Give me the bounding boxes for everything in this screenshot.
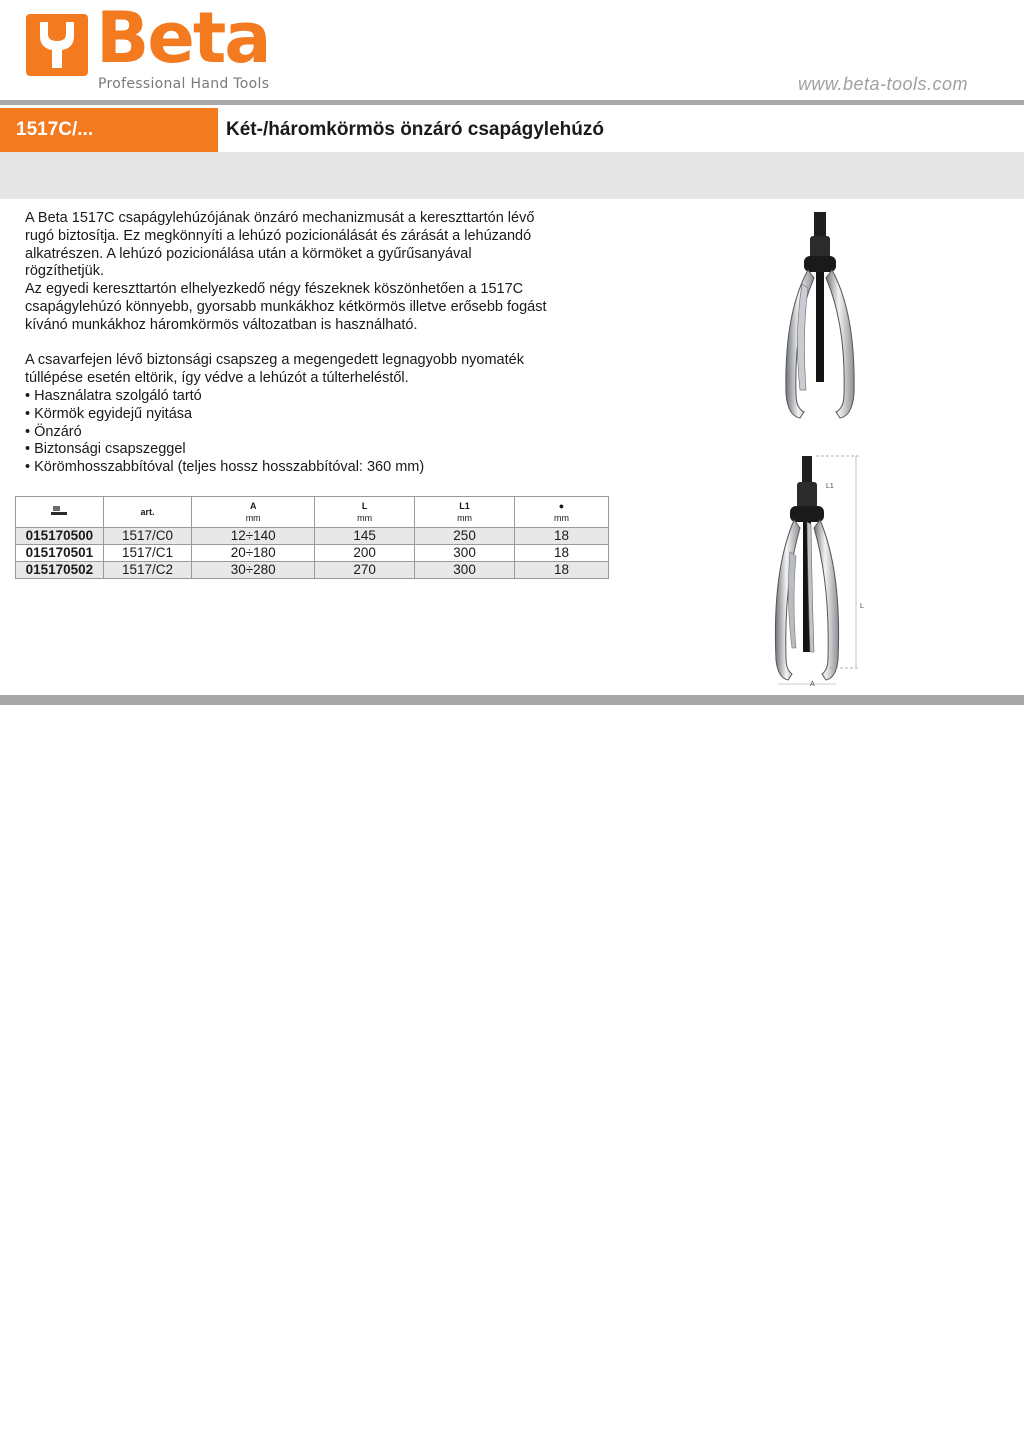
beta-logo <box>26 0 288 96</box>
description-line: csapágylehúzó könnyebb, gyorsabb munkákhoz kétkörmös illetve erősebb fogást <box>25 298 547 315</box>
dim-l1-label: L1 <box>826 483 834 490</box>
header-package <box>16 497 104 528</box>
spec-table <box>15 496 609 579</box>
feature-item: • Önzáró <box>25 424 615 442</box>
subtitle-band <box>0 152 1024 199</box>
header-l: L mm <box>315 497 415 528</box>
cell-a: 30÷280 <box>192 562 315 579</box>
table-header-row <box>16 497 609 528</box>
cell-a: 20÷180 <box>192 545 315 562</box>
description-line: rögzíthetjük. <box>25 263 104 280</box>
feature-item: • Használatra szolgáló tartó <box>25 388 615 406</box>
table-row <box>16 528 609 545</box>
cell-dot: 18 <box>515 528 609 545</box>
header-art: art. <box>103 497 191 528</box>
footer-divider <box>0 695 1024 705</box>
cell-art: 1517/C2 <box>103 562 191 579</box>
description-line: A csavarfejen lévő biztonsági csapszeg a megengedett legnagyobb nyomaték <box>25 352 524 369</box>
dim-l-label: L <box>860 603 864 610</box>
feature-item: • Biztonsági csapszeggel <box>25 441 615 459</box>
product-description <box>25 210 615 477</box>
website-link[interactable]: www.beta-tools.com <box>797 74 968 94</box>
cell-code: 015170502 <box>16 562 104 579</box>
cell-l: 145 <box>315 528 415 545</box>
description-line: túllépése esetén eltörik, így védve a lehúzót a túlterheléstől. <box>25 370 409 387</box>
brand-name: Beta <box>96 0 270 79</box>
cell-l1: 300 <box>415 562 515 579</box>
header-a: A mm <box>192 497 315 528</box>
header-l1: L1 mm <box>415 497 515 528</box>
cell-l: 270 <box>315 562 415 579</box>
feature-item: • Körömhosszabbítóval (teljes hossz hosszabbítóval: 360 mm) <box>25 459 615 477</box>
table-row <box>16 562 609 579</box>
header-divider <box>0 100 1024 105</box>
feature-item: • Körmök egyidejű nyitása <box>25 406 615 424</box>
feature-list <box>25 388 615 477</box>
cell-art: 1517/C1 <box>103 545 191 562</box>
two-jaw-puller-icon <box>764 204 874 444</box>
description-line: rugó biztosítja. Ez megkönnyíti a lehúzó pozicionálását és zárását a lehúzandó <box>25 227 532 244</box>
description-line: alkatrészen. A lehúzó pozicionálása után a körmöket a gyűrűsanyával <box>25 245 472 262</box>
cell-a: 12÷140 <box>192 528 315 545</box>
cell-l1: 300 <box>415 545 515 562</box>
description-line: kívánó munkákhoz háromkörmös változatban is használható. <box>25 316 418 333</box>
cell-l1: 250 <box>415 528 515 545</box>
dim-a-label: A <box>810 681 815 688</box>
product-title: Két-/háromkörmös önzáró csapágylehúzó <box>226 119 604 140</box>
spanner-icon <box>26 14 88 76</box>
product-code: 1517C/... <box>0 108 218 152</box>
cell-art: 1517/C0 <box>103 528 191 545</box>
cell-code: 015170501 <box>16 545 104 562</box>
cell-code: 015170500 <box>16 528 104 545</box>
cell-l: 200 <box>315 545 415 562</box>
three-jaw-puller-icon <box>764 452 884 688</box>
description-line: A Beta 1517C csapágylehúzójának önzáró mechanizmusát a kereszttartón lévő <box>25 210 535 226</box>
description-line: Az egyedi kereszttartón elhelyezkedő négy fészeknek köszönhetően a 1517C <box>25 281 524 298</box>
table-row <box>16 545 609 562</box>
brand-tagline: Professional Hand Tools <box>98 76 270 92</box>
package-icon <box>50 505 68 517</box>
cell-dot: 18 <box>515 562 609 579</box>
header-weight: ● mm <box>515 497 609 528</box>
cell-dot: 18 <box>515 545 609 562</box>
